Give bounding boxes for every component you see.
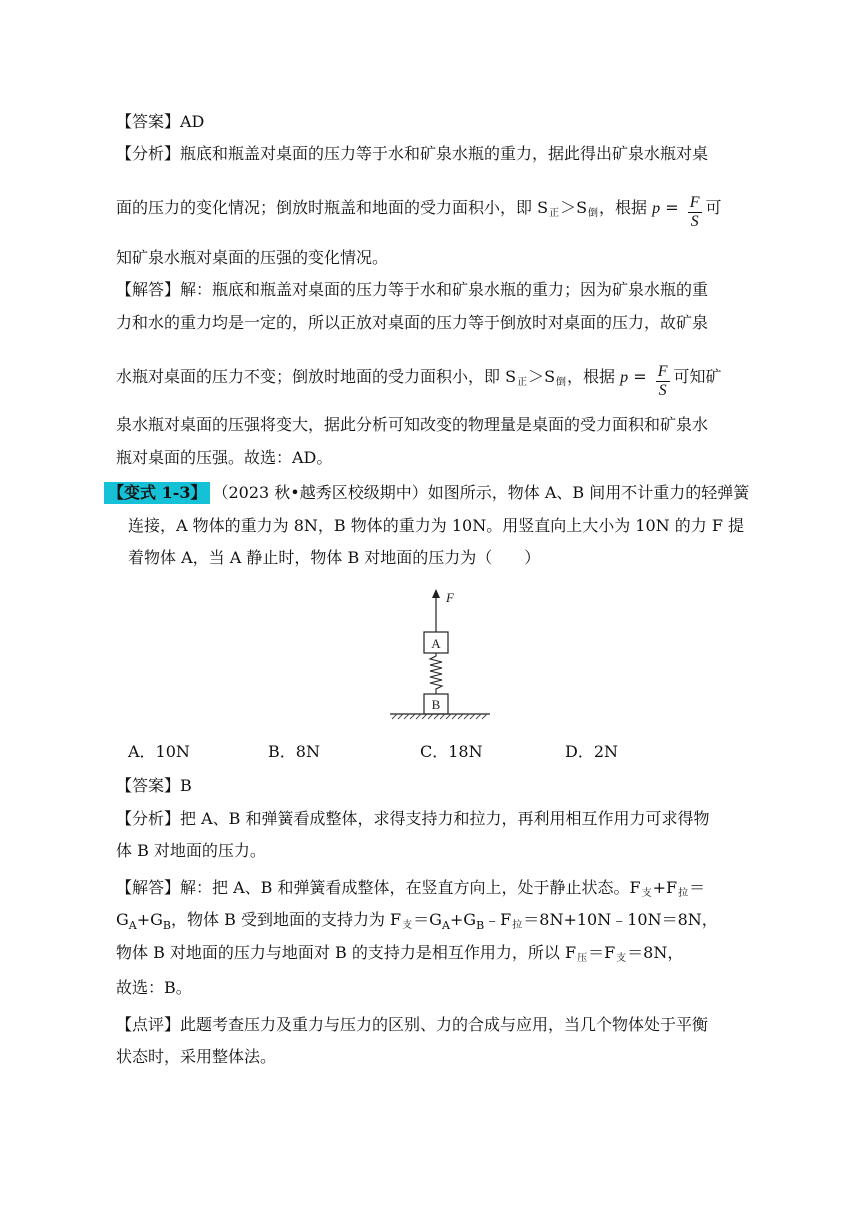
question-line-1 — [104, 482, 749, 504]
spring — [430, 653, 442, 694]
subscript: 正 — [549, 208, 560, 219]
block-b-label: B — [431, 697, 441, 712]
solution-line-3 — [116, 363, 722, 400]
text-span: ＝G — [413, 910, 442, 929]
subscript: A — [441, 919, 450, 932]
text-span: 可 — [705, 198, 722, 217]
question-line-2: 连接，A 物体的重力为 8N，B 物体的重力为 10N。用竖直向上大小为 10N 的力 F 提 — [128, 516, 745, 535]
fraction-numerator: F — [689, 194, 700, 211]
spring-blocks-diagram — [388, 588, 492, 720]
fraction-numerator: F — [657, 363, 668, 380]
subscript: 正 — [517, 377, 528, 388]
option-d: D．2N — [565, 742, 619, 761]
comment-line-1: 【点评】此题考查压力及重力与压力的区别、力的合成与应用，当几个物体处于平衡 — [116, 1015, 709, 1034]
analysis2-line-2: 体 B 对地面的压力。 — [116, 841, 266, 860]
solution2-line-3 — [116, 942, 683, 970]
text-span: ，根据 — [567, 367, 616, 386]
subscript: B — [476, 919, 485, 932]
text-span: ，物体 B 受到地面的支持力为 F — [171, 910, 402, 929]
subscript: B — [162, 919, 172, 932]
text-span: ＞S — [560, 198, 588, 217]
text-span: G — [116, 910, 129, 929]
text-span: 物体 B 对地面的压力与地面对 B 的支持力是相互作用力，所以 F — [116, 943, 577, 962]
text-span: 面的压力的变化情况；倒放时瓶盖和地面的受力面积小，即 S — [116, 198, 549, 217]
ground-hatching — [392, 714, 487, 719]
solution2-line-2 — [116, 909, 718, 937]
text-span: +G — [136, 910, 163, 929]
formula-eq: = — [628, 367, 652, 386]
subscript: 支 — [402, 920, 413, 931]
analysis-line-1: 【分析】瓶底和瓶盖对桌面的压力等于水和矿泉水瓶的重力，据此得出矿泉水瓶对桌 — [116, 144, 709, 163]
analysis-line-2 — [116, 194, 722, 231]
option-a: A．10N — [128, 742, 190, 761]
option-c: C．18N — [420, 742, 483, 761]
text-span: ＝F — [588, 943, 616, 962]
text-span: ，根据 — [599, 198, 648, 217]
block-a-label: A — [431, 636, 441, 651]
force-arrowhead-icon — [432, 589, 440, 598]
pressure-fraction — [656, 363, 670, 400]
option-b: B．8N — [268, 742, 320, 761]
text-span: +F — [652, 878, 678, 897]
text-span: ＝ — [689, 878, 706, 897]
formula-eq: = — [660, 198, 684, 217]
answer-line-1: 【答案】AD — [116, 112, 205, 131]
subscript: 压 — [577, 953, 588, 964]
solution-line-5: 瓶对桌面的压强。故选：AD。 — [116, 448, 333, 467]
solution-line-1: 【解答】解：瓶底和瓶盖对桌面的压力等于水和矿泉水瓶的重力；因为矿泉水瓶的重 — [116, 280, 709, 299]
subscript: A — [128, 919, 137, 932]
text-span: ﹣F — [484, 910, 512, 929]
text-span: ＝8N， — [627, 943, 684, 962]
text-span: 【解答】解：把 A、B 和弹簧看成整体，在竖直方向上，处于静止状态。F — [116, 878, 641, 897]
subscript: 拉 — [678, 888, 689, 899]
comment-line-2: 状态时，采用整体法。 — [116, 1047, 277, 1066]
text-span: 水瓶对桌面的压力不变；倒放时地面的受力面积小，即 S — [116, 367, 517, 386]
subscript: 倒 — [556, 377, 567, 388]
solution-line-4: 泉水瓶对桌面的压强将变大，据此分析可知改变的物理量是桌面的受力面积和矿泉水 — [116, 415, 709, 434]
subscript: 支 — [616, 953, 627, 964]
answer-line-2: 【答案】B — [116, 776, 192, 795]
text-span: （2023 秋•越秀区校级期中）如图所示，物体 A、B 间用不计重力的轻弹簧 — [212, 483, 750, 502]
solution-line-2: 力和水的重力均是一定的，所以正放对桌面的压力等于倒放时对桌面的压力，故矿泉 — [116, 313, 709, 332]
text-span: ＞S — [528, 367, 556, 386]
fraction-denominator: S — [690, 213, 699, 230]
question-line-3: 着物体 A，当 A 静止时，物体 B 对地面的压力为（ ） — [128, 548, 541, 567]
analysis-line-3: 知矿泉水瓶对桌面的压强的变化情况。 — [116, 248, 389, 267]
formula-p: p — [652, 200, 661, 217]
text-span: ＝8N+10N﹣10N＝8N， — [523, 910, 718, 929]
text-span: 可知矿 — [673, 367, 722, 386]
analysis2-line-1: 【分析】把 A、B 和弹簧看成整体，求得支持力和拉力，再利用相互作用力可求得物 — [116, 809, 710, 828]
subscript: 倒 — [588, 208, 599, 219]
subscript: 支 — [641, 888, 652, 899]
variant-tag: 【变式 1-3】 — [104, 482, 210, 504]
solution2-line-4: 故选：B。 — [116, 978, 192, 997]
text-span: +G — [449, 910, 477, 929]
force-label: F — [446, 590, 454, 605]
fraction-denominator: S — [658, 382, 667, 399]
subscript: 拉 — [512, 920, 523, 931]
pressure-fraction — [688, 194, 702, 231]
solution2-line-1 — [116, 877, 705, 905]
formula-p: p — [620, 369, 629, 386]
